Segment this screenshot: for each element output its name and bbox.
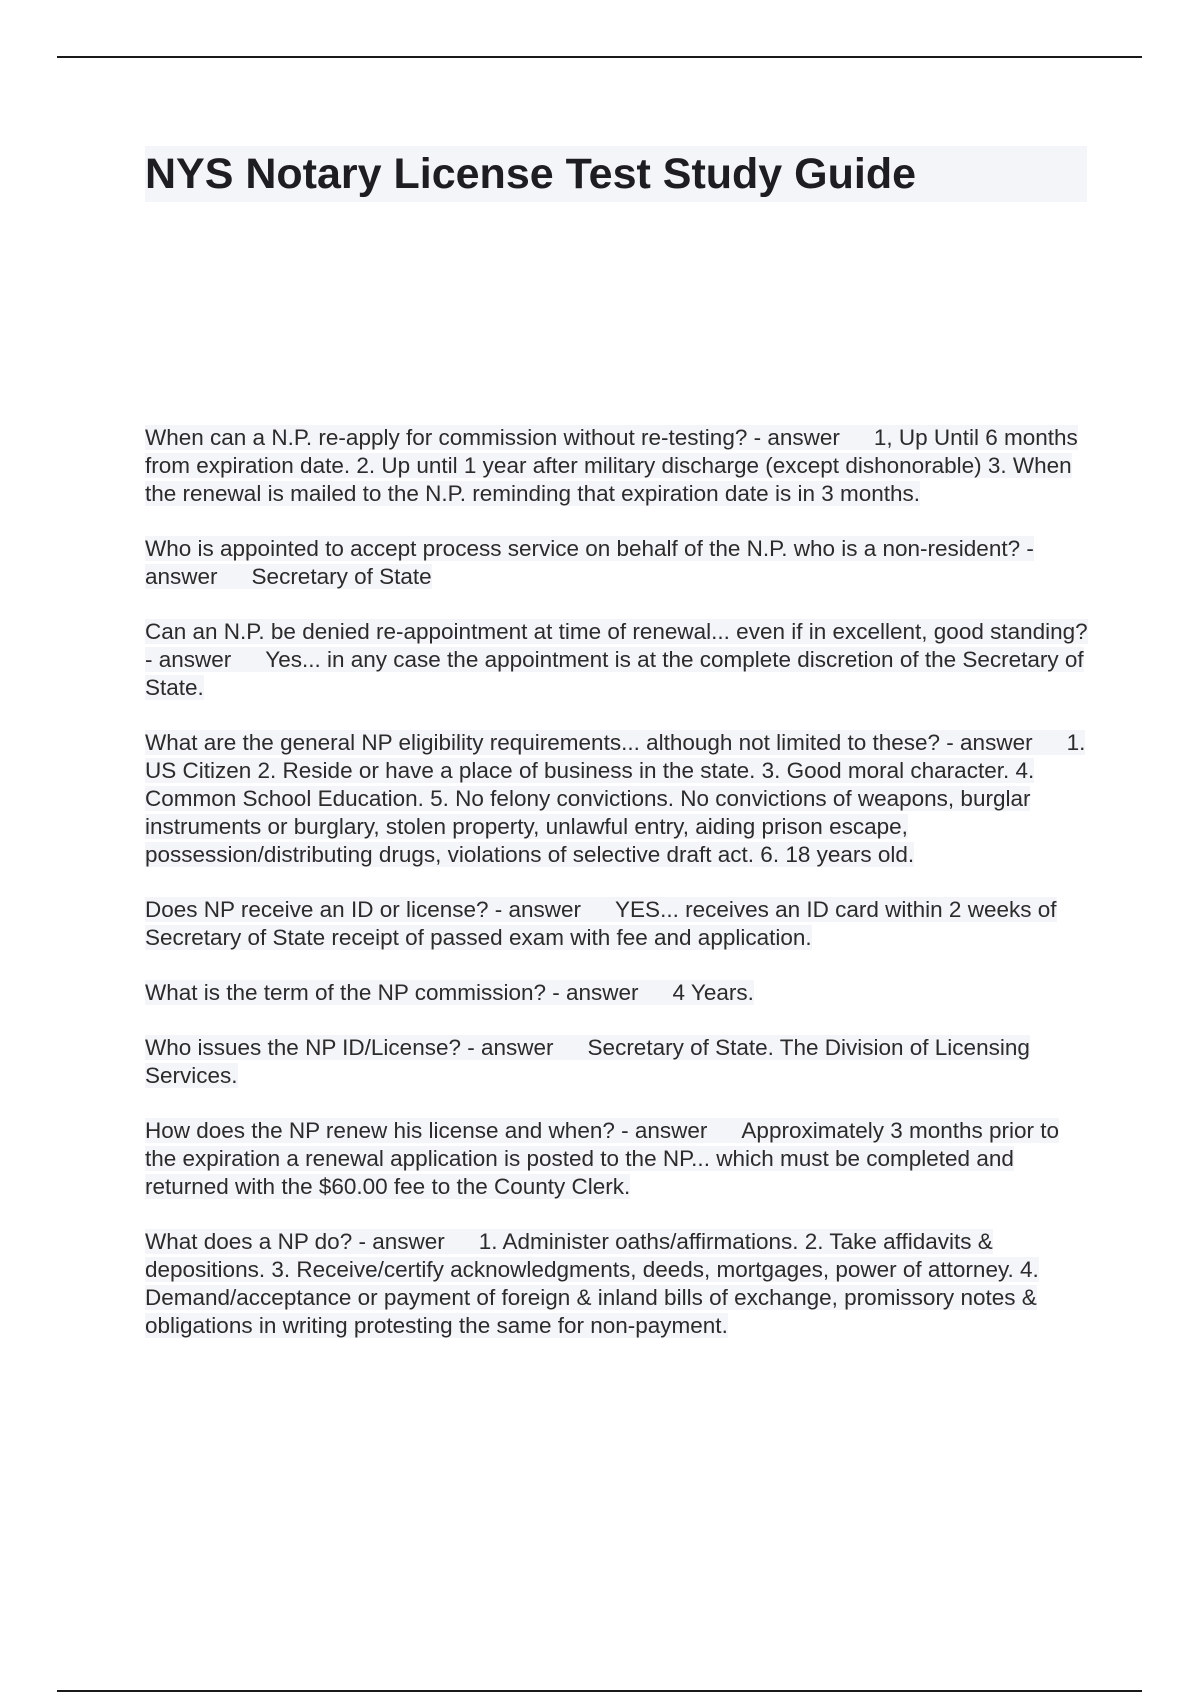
question-text: Who is appointed to accept process service on behalf of the N.P. who is a non-resident? [145,536,1021,561]
question-text: When can a N.P. re-apply for commission without re-testing? [145,425,748,450]
answer-separator: - answer [358,1229,445,1254]
answer-text: Yes... in any case the appointment is at the complete discretion of the Secretary of State. [145,647,1084,700]
question-text: What are the general NP eligibility requirements... although not limited to these? [145,730,941,755]
qa-item [145,424,1095,508]
question-text: Can an N.P. be denied re-appointment at time of renewal... even if in excellent, good standing? [145,619,1088,644]
qa-item [145,1117,1095,1201]
answer-separator: - answer [145,647,232,672]
qa-item [145,896,1095,952]
answer-separator: - answer [946,730,1033,755]
answer-text: Secretary of State [251,564,432,589]
answer-text: Secretary of State. The Division of Licensing Services. [145,1035,1030,1088]
answer-separator: - answer [494,897,582,922]
answer-text: 1. US Citizen 2. Reside or have a place of business in the state. 3. Good moral character. 4. Common School Education. 5. No felony convictions. No convictions of weapons, burglar instruments or burglary, stolen property, unlawful entry, aiding prison escape, possession/distributing drugs, violations of selective draft act. 6. 18 years old. [145,730,1086,867]
qa-item [145,1034,1095,1090]
page-title: NYS Notary License Test Study Guide [145,146,1087,202]
answer-separator: - answer [552,980,639,1005]
qa-list [145,424,1095,1367]
question-text: Does NP receive an ID or license? [145,897,489,922]
qa-item [145,535,1095,591]
answer-separator: - answer [467,1035,554,1060]
header-rule [57,56,1142,58]
answer-text: Approximately 3 months prior to the expiration a renewal application is posted to the NP... which must be completed and returned with the $60.00 fee to the County Clerk. [145,1118,1060,1199]
answer-separator: - answer [753,425,840,450]
question-text: What does a NP do? [145,1229,353,1254]
footer-rule [57,1690,1142,1692]
qa-item [145,979,1095,1007]
answer-text: YES... receives an ID card within 2 weeks of Secretary of State receipt of passed exam with fee and application. [145,897,1057,950]
question-text: Who issues the NP ID/License? [145,1035,461,1060]
answer-text: 4 Years. [672,980,754,1005]
question-text: How does the NP renew his license and when? [145,1118,615,1143]
qa-item [145,1228,1095,1340]
qa-item [145,729,1095,869]
qa-item [145,618,1095,702]
question-text: What is the term of the NP commission? [145,980,546,1005]
answer-text: 1, Up Until 6 months from expiration date. 2. Up until 1 year after military discharge (except dishonorable) 3. When the renewal is mailed to the N.P. reminding that expiration date is in 3 months. [145,425,1078,506]
answer-text: 1. Administer oaths/affirmations. 2. Take affidavits & depositions. 3. Receive/certify acknowledgments, deeds, mortgages, power of attorney. 4. Demand/acceptance or payment of foreign & inland bills of exchange, promissory notes & obligations in writing protesting the same for non-payment. [145,1229,1039,1338]
answer-separator: - answer [145,536,1034,589]
answer-separator: - answer [621,1118,708,1143]
